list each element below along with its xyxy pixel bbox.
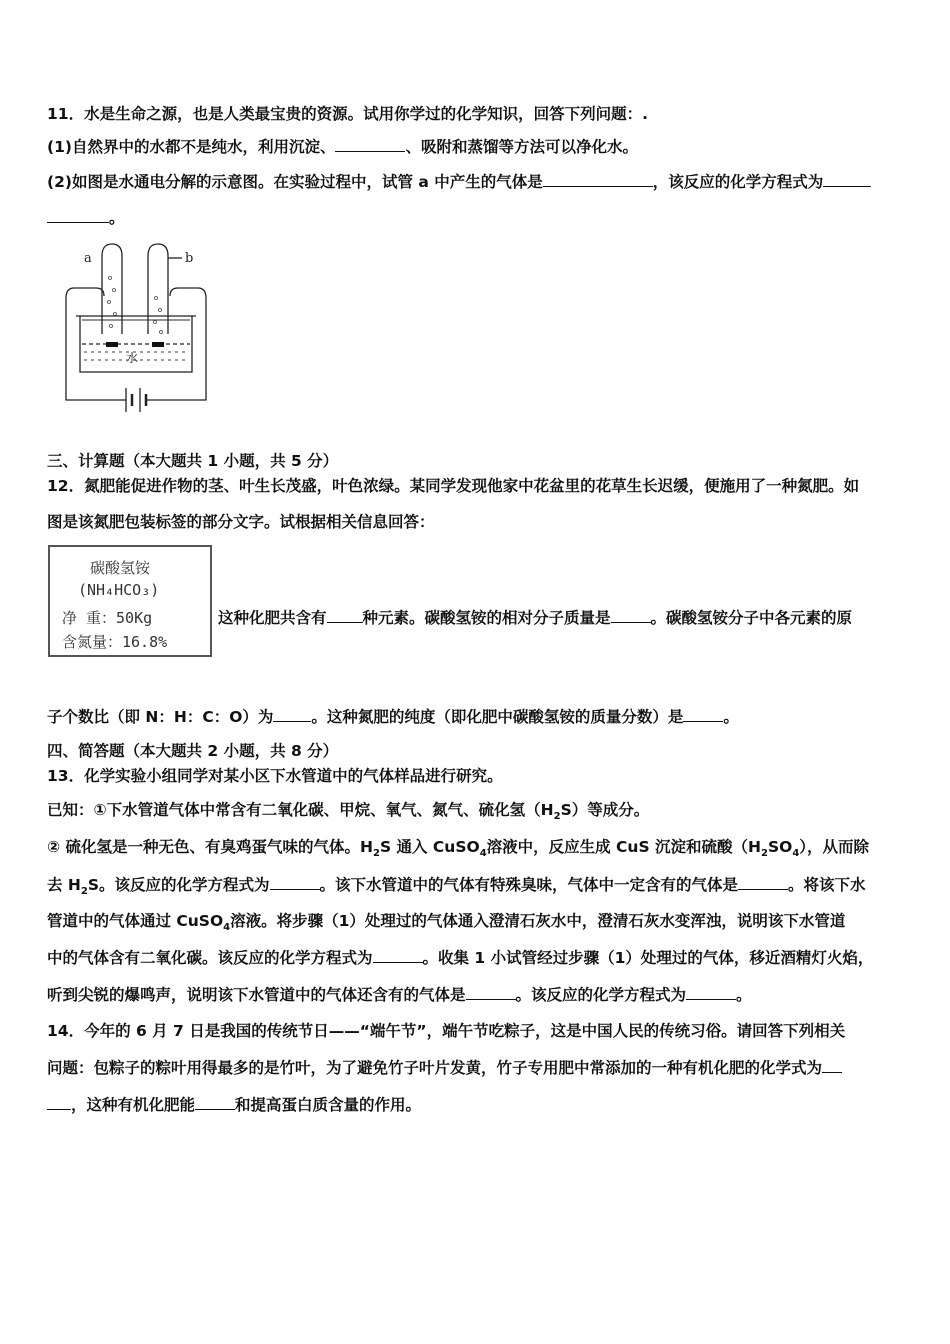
q13-line4	[47, 948, 873, 968]
q11-stem: 11．水是生命之源，也是人类最宝贵的资源。试用你学过的化学知识，回答下列问题：.	[47, 105, 648, 123]
subscript: 2	[553, 811, 561, 823]
q11-part1-text-a: (1)自然界中的水都不是纯水，利用沉淀、	[47, 138, 336, 156]
q13-l3-b: 溶液。将步骤（1）处理过的气体通入澄清石灰水中，澄清石灰水变浑浊，说明该下水管道	[230, 912, 846, 930]
answer-blank[interactable]	[335, 137, 405, 152]
q11-part2-text-a: (2)如图是水通电分解的示意图。在实验过程中，试管 a 中产生的气体是	[47, 173, 543, 191]
answer-blank[interactable]	[466, 985, 516, 1000]
answer-blank[interactable]	[683, 707, 723, 722]
q13-line3	[47, 911, 845, 938]
q13-l1-b: S 通入 CuSO	[379, 838, 480, 856]
section-4-heading: 四、简答题（本大题共 2 小题，共 8 分）	[47, 742, 339, 760]
q13-l2-c: 。该下水管道中的气体有特殊臭味，气体中一定含有的气体是	[319, 876, 739, 894]
q13-known	[47, 800, 649, 827]
section-3-heading: 三、计算题（本大题共 1 小题，共 5 分）	[47, 452, 339, 470]
q12-s2: 种元素。碳酸氢铵的相对分子质量是	[362, 609, 611, 627]
q14-l3-b: 和提高蛋白质含量的作用。	[235, 1096, 422, 1114]
q13-l1-a: ② 硫化氢是一种无色、有臭鸡蛋气味的气体。H	[47, 838, 373, 856]
q13-l1-e: ），从而除	[799, 838, 870, 856]
subscript: 2	[761, 848, 768, 860]
label-name: 碳酸氢铵	[90, 559, 151, 577]
q14-l2: 问题：包粽子的粽叶用得最多的是竹叶，为了避免竹子叶片发黄，竹子专用肥中常添加的一种有机化肥的化学式为	[47, 1059, 823, 1077]
q13-l4-b: 。收集 1 小试管经过步骤（1）处理过的气体，移近酒精灯火焰，	[422, 949, 874, 967]
subscript: 4	[792, 848, 800, 860]
q13-line5	[47, 985, 752, 1005]
q12-line1: 12．氮肥能促进作物的茎、叶生长茂盛，叶色浓绿。某同学发现他家中花盆里的花草生长迟缓，便施用了一种氮肥。如	[47, 477, 860, 495]
label-nitrogen: 含氮量：16.8%	[62, 633, 168, 651]
q13-l1-c: 溶液中，反应生成 CuS 沉淀和硫酸（H	[486, 838, 761, 856]
q13-l5-a: 听到尖锐的爆鸣声，说明该下水管道中的气体还含有的气体是	[47, 986, 466, 1004]
tube-a-label: a	[84, 251, 92, 266]
subscript: 4	[223, 922, 231, 934]
q12-s4: 子个数比（即 N：H：C：O）为	[47, 708, 274, 726]
q12-question-line	[218, 608, 852, 628]
q11-part1	[47, 137, 638, 157]
q11-part2	[47, 172, 871, 192]
subscript: 4	[479, 848, 487, 860]
q12-s5: 。这种氮肥的纯度（即化肥中碳酸氢铵的质量分数）是	[311, 708, 684, 726]
answer-blank[interactable]	[47, 1095, 71, 1110]
answer-blank[interactable]	[611, 608, 651, 623]
answer-blank[interactable]	[823, 172, 871, 187]
q13-l1-d: SO	[767, 838, 793, 856]
q14-line1: 14．今年的 6 月 7 日是我国的传统节日——“端午节”，端午节吃粽子，这是中国人民的传统习俗。请回答下列相关	[47, 1022, 846, 1040]
answer-blank[interactable]	[327, 608, 363, 623]
label-formula: (NH₄HCO₃)	[78, 581, 160, 599]
q11-part2-end: 。	[109, 209, 125, 227]
answer-blank[interactable]	[822, 1058, 842, 1073]
answer-blank[interactable]	[195, 1095, 235, 1110]
q13-l2-d: 。将该下水	[788, 876, 866, 894]
water-label: 水	[126, 351, 139, 365]
q13-l4-a: 中的气体含有二氧化碳。该反应的化学方程式为	[47, 949, 373, 967]
q11-part2-cont	[47, 208, 125, 228]
electrolysis-diagram	[62, 238, 212, 416]
q13-known-b: S）等成分。	[560, 801, 650, 819]
q12-s1: 这种化肥共含有	[218, 609, 327, 627]
label-weight: 净 重：50Kg	[62, 609, 153, 627]
q13-l3-a: 管道中的气体通过 CuSO	[47, 912, 224, 930]
q12-s6: 。	[723, 708, 739, 726]
fertilizer-label	[48, 545, 212, 657]
q14-line3	[47, 1095, 421, 1115]
q13-stem: 13．化学实验小组同学对某小区下水管道中的气体样品进行研究。	[47, 767, 503, 785]
q13-line1	[47, 837, 869, 864]
answer-blank[interactable]	[273, 707, 311, 722]
q13-l5-b: 。该反应的化学方程式为	[515, 986, 687, 1004]
q14-l3-a: ，这种有机化肥能	[71, 1096, 196, 1114]
q13-line2	[47, 875, 866, 902]
q13-l2-a: 去 H	[47, 876, 81, 894]
answer-blank[interactable]	[47, 208, 109, 223]
q14-line2	[47, 1058, 842, 1078]
q11-part1-text-b: 、吸附和蒸馏等方法可以净化水。	[405, 138, 638, 156]
q13-known-a: 已知：①下水管道气体中常含有二氧化碳、甲烷、氧气、氮气、硫化氢（H	[47, 801, 554, 819]
subscript: 2	[80, 886, 88, 898]
answer-blank[interactable]	[373, 948, 423, 963]
tube-b-label: b	[185, 251, 194, 266]
q11-part2-text-b: ，该反应的化学方程式为	[652, 173, 824, 191]
q13-l5-c: 。	[736, 986, 752, 1004]
q12-question-line2	[47, 707, 739, 727]
q12-s3: 。碳酸氢铵分子中各元素的原	[650, 609, 853, 627]
answer-blank[interactable]	[686, 985, 736, 1000]
q13-l2-b: S。该反应的化学方程式为	[87, 876, 270, 894]
answer-blank[interactable]	[543, 172, 653, 187]
answer-blank[interactable]	[270, 875, 320, 890]
answer-blank[interactable]	[738, 875, 788, 890]
subscript: 2	[373, 848, 380, 860]
q12-line2: 图是该氮肥包装标签的部分文字。试根据相关信息回答：	[47, 513, 435, 531]
